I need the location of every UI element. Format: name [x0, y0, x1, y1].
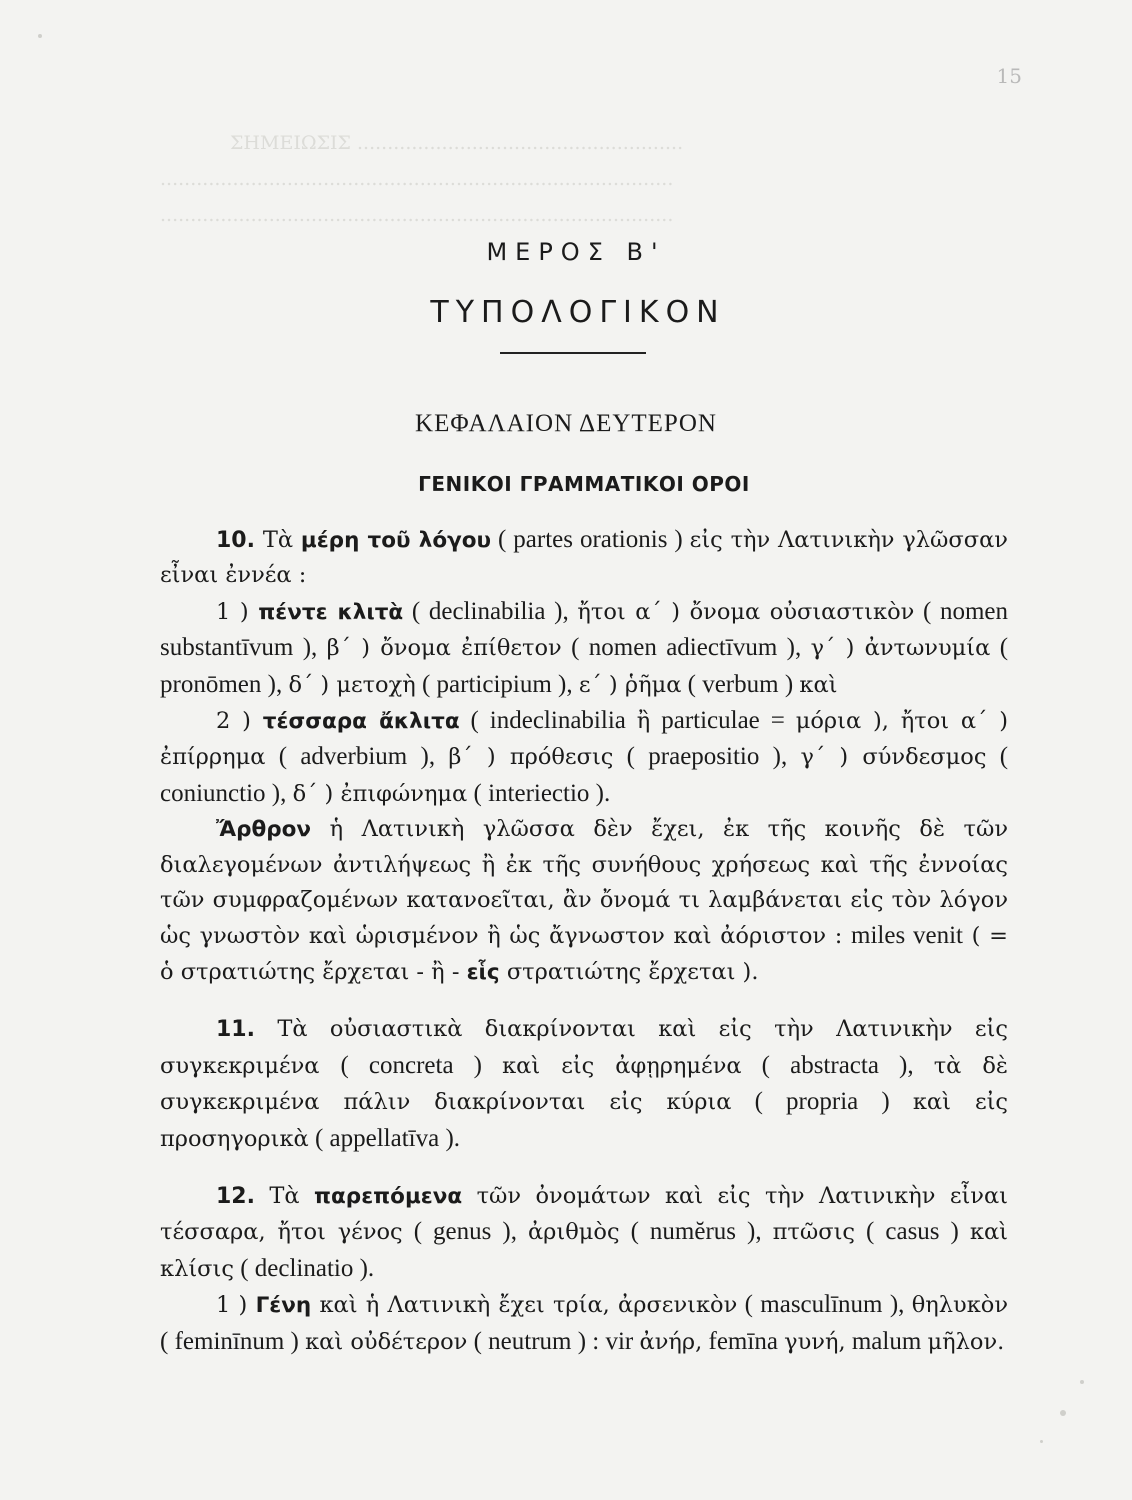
paragraph-10: 10. Τὰ μέρη τοῦ λόγου ( partes orationis ) εἰς τὴν Λατινικὴν γλῶσσαν εἶναι ἐννέα : — [160, 526, 1008, 589]
bold-term: Ἄρθρον — [216, 817, 312, 843]
paragraph-10-article-note: Ἄρθρον ἡ Λατινικὴ γλῶσσα δὲν ἔχει, ἐκ τῆς κοινῆς δὲ τῶν διαλεγομένων ἀντιλήψεως ἢ ἐκ τῆς συνήθους χρήσεως καὶ τῆς ἐννοίας τῶν συμφραζομένων κατανοεῖται, ἂν ὄνομά τι λαμβάνεται εἰς τὸν λόγον ὡς γνωστὸν καὶ ὡρισμένον ἢ ὡς ἄγνωστον καὶ ἀόριστον : miles venit ( = ὁ στρατιώτης ἔρχεται - ἢ - εἷς στρατιώτης ἔρχεται ). — [160, 816, 1009, 985]
bold-term: εἷς — [466, 959, 500, 985]
show-through-decoration: ..................................................................................... — [160, 168, 674, 190]
paper-speck — [38, 34, 42, 38]
paragraph-number: 12. — [216, 1183, 255, 1209]
bold-term: μέρη τοῦ λόγου — [300, 528, 492, 553]
paragraph-10-item-1: 1 ) πέντε κλιτὰ ( declinabilia ), ἤτοι α΄ ) ὄνομα οὐσιαστικὸν ( nomen substantīvum ), β΄ ) ὄνομα ἐπίθετον ( nomen adiectīvum ), γ΄ ) ἀντωνυμία ( pronōmen ), δ΄ ) μετοχὴ ( participium ), ε΄ ) ῥῆμα ( verbum ) καὶ — [160, 597, 1009, 698]
body-text — [160, 522, 1008, 1360]
show-through-decoration: ΣΗΜΕΙΩΣΙΣ ...................................................... — [230, 132, 684, 154]
bold-term: τέσσαρα ἄκλιτα — [262, 709, 460, 735]
paper-speck — [1040, 1440, 1043, 1443]
section-heading: ΓΕΝΙΚΟΙ ΓΡΑΜΜΑΤΙΚΟΙ ΟΡΟΙ — [418, 472, 750, 496]
paragraph-12: 12. Τὰ παρεπόμενα τῶν ὀνομάτων καὶ εἰς τὴν Λατινικὴν εἶναι τέσσαρα, ἤτοι γένος ( genus ), ἀριθμὸς ( numĕrus ), πτῶσις ( casus ) καὶ κλίσις ( declinatio ). — [160, 1182, 1008, 1282]
latin-term: ( partes orationis ) — [491, 526, 690, 553]
paragraph-11: 11. Τὰ οὐσιαστικὰ διακρίνονται καὶ εἰς τὴν Λατινικὴν εἰς συγκεκριμένα ( concreta ) καὶ εἰς ἀφῃρημένα ( abstracta ), τὰ δὲ συγκεκριμένα πάλιν διακρίνονται εἰς κύρια ( propria ) καὶ εἰς προσηγορικὰ ( appellatīva ). — [160, 1016, 1009, 1152]
main-title: ΤΥΠΟΛΟΓΙΚΟΝ — [430, 295, 726, 330]
page-number: 15 — [996, 64, 1022, 88]
bold-term: πέντε κλιτὰ — [258, 599, 404, 625]
paragraph-12-item-1: 1 ) Γένη καὶ ἡ Λατινικὴ ἔχει τρία, ἀρσενικὸν ( masculīnum ), θηλυκὸν ( feminīnum ) καὶ οὐδέτερον ( neutrum ) : vir ἀνήρ, femīna γυνή, malum μῆλον. — [160, 1291, 1009, 1355]
title-divider — [500, 352, 646, 354]
bold-term: Γένη — [255, 1293, 312, 1319]
paragraph-number: 11. — [216, 1017, 255, 1043]
paragraph-number: 10. — [216, 528, 255, 553]
paper-speck — [1060, 1410, 1066, 1416]
bold-term: παρεπόμενα — [314, 1183, 463, 1209]
part-heading: ΜΕΡΟΣ Β' — [486, 238, 666, 266]
paper-speck — [1080, 1380, 1084, 1384]
show-through-decoration: ..................................................................................... — [160, 204, 674, 226]
paragraph-10-item-2: 2 ) τέσσαρα ἄκλιτα ( indeclinabilia ἢ particulae = μόρια ), ἤτοι α΄ ) ἐπίρρημα ( adverbium ), β΄ ) πρόθεσις ( praepositio ), γ΄ ) σύνδεσμος ( coniunctio ), δ΄ ) ἐπιφώνημα ( interiectio ). — [160, 707, 1009, 807]
chapter-heading: ΚΕΦΑΛΑΙΟΝ ΔΕΥΤΕΡΟΝ — [415, 410, 717, 437]
